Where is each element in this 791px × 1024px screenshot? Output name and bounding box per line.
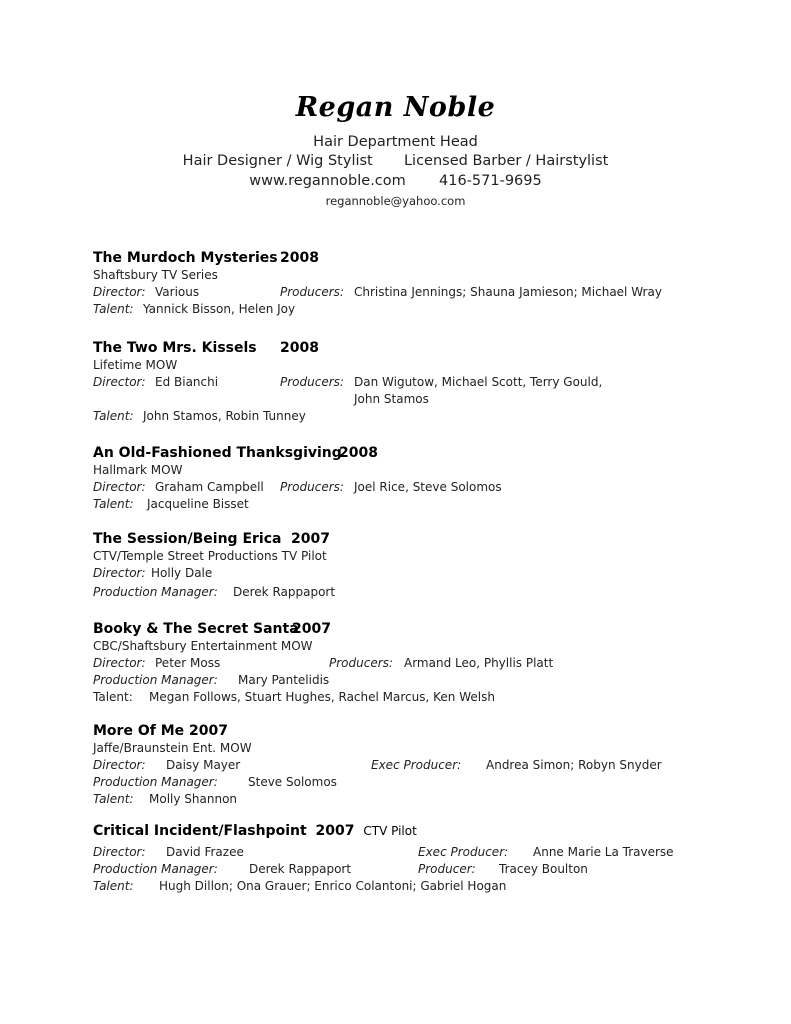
credit-talent: Talent: Molly Shannon [93, 792, 238, 806]
credit-year: 2007 [291, 531, 330, 547]
website-link[interactable]: www.regannoble.com [249, 173, 406, 189]
credit-type: CBC/Shaftsbury Entertainment MOW [93, 639, 313, 653]
credit-talent: Talent: Hugh Dillon; Ona Grauer; Enrico Colantoni; Gabriel Hogan [93, 879, 507, 893]
credit-title: Critical Incident/Flashpoint [93, 823, 307, 839]
role-line: Hair Department Head [313, 134, 478, 150]
credit-critical-incident-flashpoint [93, 822, 733, 895]
credit-type: Shaftsbury TV Series [93, 268, 218, 282]
credit-talent: Talent: Yannick Bisson, Helen Joy [93, 302, 296, 316]
credit-title-line [93, 620, 733, 638]
credit-talent: Talent: Megan Follows, Stuart Hughes, Rachel Marcus, Ken Welsh [93, 690, 495, 704]
credit-booky-secret-santa [93, 620, 733, 706]
credit-type: CTV/Temple Street Productions TV Pilot [93, 549, 327, 563]
skills-right: Licensed Barber / Hairstylist [403, 153, 609, 169]
credit-director-producers: Director: Peter Moss Producers: Armand Leo, Phyllis Platt [93, 656, 554, 670]
credit-title-line [93, 249, 733, 267]
credit-year: 2007 [189, 723, 228, 739]
credit-title-line [93, 822, 733, 840]
credit-title: An Old-Fashioned Thanksgiving [93, 445, 342, 461]
credit-type: Jaffe/Braunstein Ent. MOW [93, 741, 252, 755]
credit-director: Director: Holly Dale [93, 566, 213, 580]
credit-more-of-me [93, 722, 733, 808]
credit-year: 2007 [292, 621, 331, 637]
credit-director-producers: Director: Various Producers: Christina Jennings; Shauna Jamieson; Michael Wray [93, 285, 662, 299]
credit-producers-cont: John Stamos [354, 392, 429, 406]
credit-murdoch-mysteries [93, 249, 733, 318]
name-heading: Regan Noble [295, 92, 496, 123]
credit-title-line [93, 530, 733, 548]
credit-talent: Talent: Jacqueline Bisset [93, 497, 249, 511]
credit-title: The Two Mrs. Kissels [93, 340, 257, 356]
credit-year: 2008 [280, 340, 319, 356]
credit-year: 2008 [280, 250, 319, 266]
credit-director-producers: Director: Graham Campbell Producers: Joel Rice, Steve Solomos [93, 480, 502, 494]
credit-two-mrs-kissels [93, 339, 733, 425]
credit-title: The Murdoch Mysteries [93, 250, 278, 266]
credit-title-line [93, 444, 733, 462]
skills-left: Hair Designer / Wig Stylist [182, 153, 373, 169]
credit-year: 2007 [315, 823, 355, 839]
credit-title: The Session/Being Erica [93, 531, 282, 547]
credit-title-line [93, 722, 733, 740]
credit-talent: Talent: John Stamos, Robin Tunney [93, 409, 306, 423]
credit-production-manager: Production Manager: Derek Rappaport [93, 585, 336, 599]
credit-session-being-erica [93, 530, 733, 601]
contact-line [0, 173, 791, 189]
credit-old-fashioned-thanksgiving [93, 444, 733, 513]
phone-number: 416-571-9695 [439, 173, 542, 189]
credit-type: Lifetime MOW [93, 358, 178, 372]
credit-title: More Of Me [93, 723, 185, 739]
credit-extra: CTV Pilot [363, 824, 417, 838]
credit-title: Booky & The Secret Santa [93, 621, 299, 637]
credit-director-exec: Director: David Frazee Exec Producer: Anne Marie La Traverse [93, 845, 674, 859]
skills-line [0, 153, 791, 169]
credit-production-manager: Production Manager: Steve Solomos [93, 775, 337, 789]
credit-director-exec: Director: Daisy Mayer Exec Producer: Andrea Simon; Robyn Snyder [93, 758, 662, 772]
credit-pm-producer: Production Manager: Derek Rappaport Producer: Tracey Boulton [93, 862, 588, 876]
credit-title-line [93, 339, 733, 357]
credit-type: Hallmark MOW [93, 463, 183, 477]
credit-director-producers: Director: Ed Bianchi Producers: Dan Wigutow, Michael Scott, Terry Gould, [93, 375, 603, 389]
credit-year: 2008 [339, 445, 378, 461]
email-link[interactable]: regannoble@yahoo.com [325, 194, 466, 208]
credit-production-manager: Production Manager: Mary Pantelidis [93, 673, 330, 687]
